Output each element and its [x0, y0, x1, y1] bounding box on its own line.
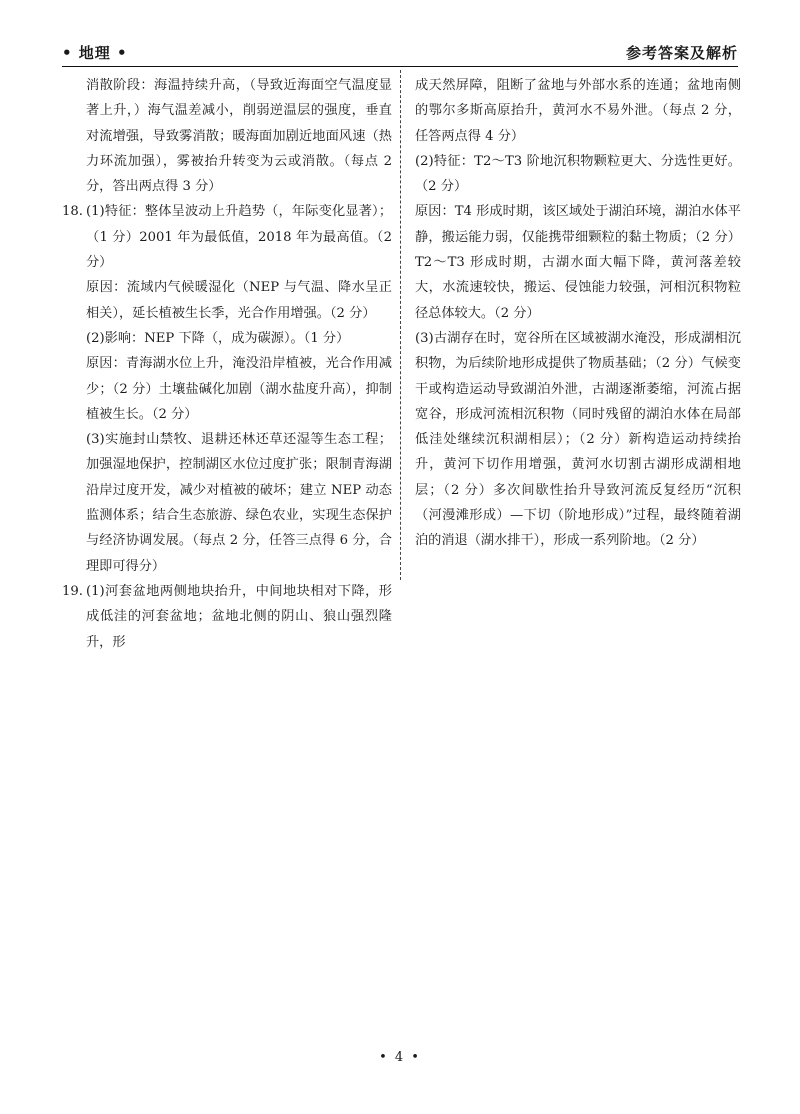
question-19	[62, 579, 392, 655]
left-column	[62, 73, 392, 655]
question-number: 18.	[62, 204, 83, 220]
header-rule	[62, 66, 738, 67]
q18-part2-reason: 原因：青海湖水位上升，淹没沿岸植被，光合作用减少；（2 分）土壤盐碱化加剧（湖水盐度升高），抑制植被生长。（2 分）	[86, 356, 392, 422]
q19-part1-continuation: 成天然屏障，阻断了盆地与外部水系的连通；盆地南侧的鄂尔多斯高原抬升，黄河水不易外泄。（每点 2 分，任答两点得 4 分）	[415, 78, 741, 144]
q17-continuation: 消散阶段：海温持续升高，（导致近海面空气温度显著上升，）海气温差减小，削弱逆温层的强度，垂直对流增强，导致雾消散；暖海面加剧近地面风速（热力环流加强），雾被抬升转变为云或消散。（每点 2 分，答出两点得 3 分）	[86, 78, 392, 195]
q18-part3-measures: (3)实施封山禁牧、退耕还林还草还湿等生态工程；加强湿地保护，控制湖区水位过度扩张；限制青海湖沿岸过度开发，减少对植被的破坏；建立 NEP 动态监测体系；结合生态旅游、绿色农业，实现生态保护与经济协调发展。（每点 2 分，任答三点得 6 分，合理即可得分）	[86, 432, 392, 574]
q19-part1-start: (1)河套盆地两侧地块抬升，中间地块相对下降，形成低洼的河套盆地；盆地北侧的阴山、狼山强烈隆升，形	[86, 583, 392, 650]
subject-label: • 地理 •	[62, 44, 128, 62]
q18-part2-impact: (2)影响：NEP 下降（，成为碳源）。（1 分）	[86, 330, 350, 346]
q18-part1-feature: (1)特征：整体呈波动上升趋势（，年际变化显著）；（1 分）2001 年为最低值，2018 年为最高值。（2 分）	[86, 204, 392, 271]
q18-part1-reason: 原因：流域内气候暖湿化（NEP 与气温、降水呈正相关），延长植被生长季，光合作用增强。（2 分）	[86, 280, 392, 321]
q19-part2-reason: 原因：T4 形成时期，该区域处于湖泊环境，湖泊水体平静，搬运能力弱，仅能携带细颗粒的黏土物质；（2 分）T2～T3 形成时期，古湖水面大幅下降，黄河落差较大，水流速较快，搬运、侵蚀能力较强，河相沉积物粒径总体较大。（2 分）	[415, 204, 741, 321]
q19-part3-process: (3)古湖存在时，宽谷所在区域被湖水淹没，形成湖相沉积物，为后续阶地形成提供了物质基础；（2 分）气候变干或构造运动导致湖泊外泄，古湖逐渐萎缩，河流占据宽谷，形成河流相沉积物（同时残留的湖泊水体在局部低洼处继续沉积湖相层）；（2 分）新构造运动持续抬升，黄河下切作用增强，黄河水切割古湖形成湖相地层；（2 分）多次间歇性抬升导致河流反复经历“沉积（河漫滩形成）—下切（阶地形成）”过程，最终随着湖泊的消退（湖水排干），形成一系列阶地。（2 分）	[415, 330, 741, 549]
q19-part2-feature: (2)特征：T2～T3 阶地沉积物颗粒更大、分选性更好。（2 分）	[415, 153, 741, 195]
page-number: • 4 •	[379, 1050, 421, 1065]
document-title: 参考答案及解析	[625, 44, 738, 62]
question-number: 19.	[62, 583, 83, 599]
right-column	[415, 73, 741, 554]
question-18	[62, 199, 392, 578]
column-divider	[400, 70, 401, 580]
page-header	[62, 40, 738, 64]
